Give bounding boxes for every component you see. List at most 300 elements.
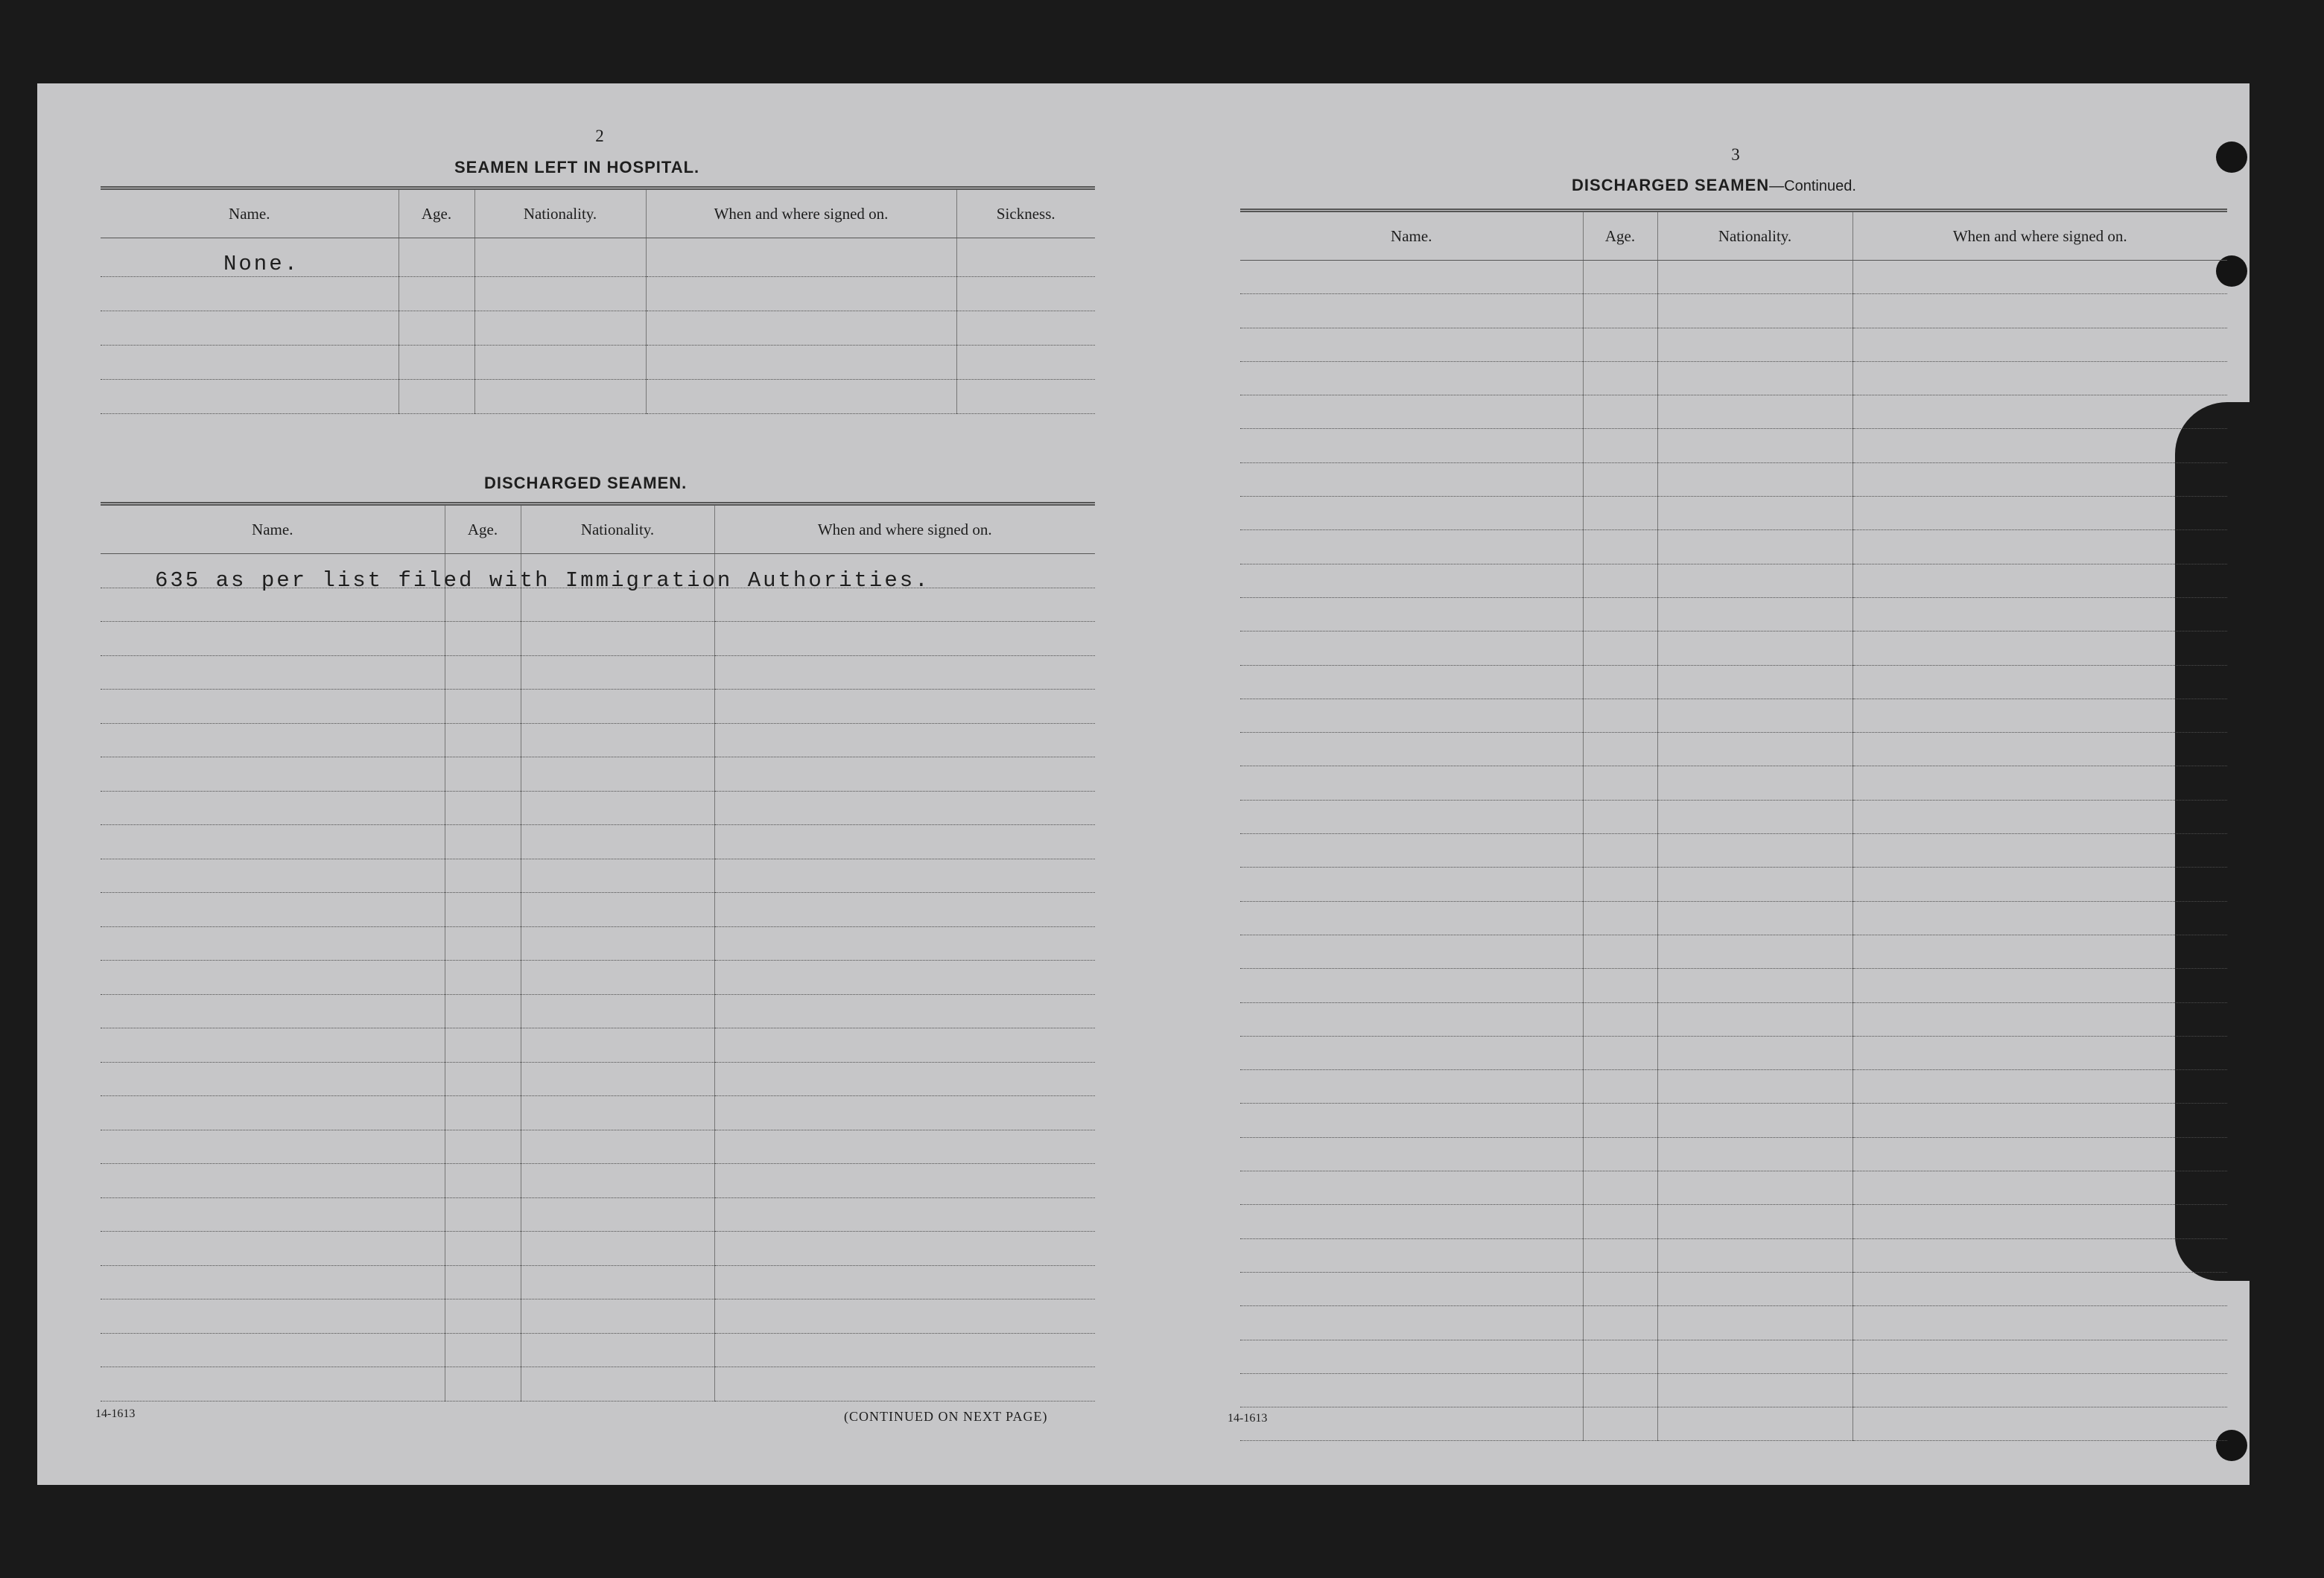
table-cell xyxy=(474,380,646,414)
table-cell xyxy=(101,859,445,893)
table-cell xyxy=(101,1299,445,1334)
discharged-continued-title xyxy=(1572,176,1856,195)
discharged-section-title: DISCHARGED SEAMEN. xyxy=(484,474,688,492)
table-cell xyxy=(1240,328,1583,361)
form-number-left: 14-1613 xyxy=(95,1407,136,1420)
table-row xyxy=(1240,1272,2227,1305)
table-cell xyxy=(1583,361,1657,395)
table-cell xyxy=(1583,497,1657,530)
table-cell xyxy=(101,926,445,961)
table-cell xyxy=(445,926,521,961)
hospital-section-title: SEAMEN LEFT IN HOSPITAL. xyxy=(454,158,700,176)
table-cell xyxy=(445,622,521,656)
col-header-sickness: Sickness. xyxy=(956,188,1095,238)
table-row xyxy=(101,311,1095,346)
table-cell xyxy=(1583,261,1657,294)
table-cell xyxy=(1657,429,1852,462)
table-cell xyxy=(1240,1205,1583,1238)
table-cell xyxy=(101,994,445,1028)
table-row xyxy=(1240,1036,2227,1069)
table-row xyxy=(1240,733,2227,766)
table-row xyxy=(101,655,1095,690)
table-cell xyxy=(1240,429,1583,462)
table-cell xyxy=(1583,530,1657,564)
table-cell xyxy=(1852,1137,2227,1171)
table-cell xyxy=(714,859,1095,893)
table-row xyxy=(101,723,1095,757)
table-row xyxy=(101,1333,1095,1367)
table-cell xyxy=(1657,1104,1852,1137)
table-cell xyxy=(1240,1002,1583,1036)
punch-hole xyxy=(2216,141,2247,173)
table-row xyxy=(101,1367,1095,1402)
table-cell xyxy=(521,1028,714,1063)
table-cell xyxy=(1852,1306,2227,1340)
table-row xyxy=(1240,800,2227,833)
table-cell xyxy=(1852,800,2227,833)
table-cell xyxy=(445,1096,521,1130)
table-cell xyxy=(1852,1407,2227,1441)
table-cell xyxy=(445,1028,521,1063)
table-cell xyxy=(1240,1373,1583,1407)
table-cell xyxy=(1240,462,1583,496)
table-cell xyxy=(714,1096,1095,1130)
table-cell xyxy=(399,238,474,277)
table-row xyxy=(1240,261,2227,294)
table-cell xyxy=(1852,361,2227,395)
table-cell xyxy=(646,311,956,346)
table-cell xyxy=(1852,1205,2227,1238)
table-row xyxy=(101,825,1095,859)
col-header-age: Age. xyxy=(399,188,474,238)
table-cell xyxy=(1852,631,2227,665)
table-row xyxy=(1240,395,2227,429)
table-row xyxy=(101,1096,1095,1130)
table-cell xyxy=(521,1164,714,1198)
table-cell xyxy=(445,825,521,859)
table-cell xyxy=(101,723,445,757)
table-cell xyxy=(1852,294,2227,328)
table-cell xyxy=(646,277,956,311)
table-cell xyxy=(1240,497,1583,530)
table-cell xyxy=(956,380,1095,414)
table-cell xyxy=(445,690,521,724)
table-cell xyxy=(1657,1137,1852,1171)
table-cell xyxy=(1852,834,2227,868)
table-row xyxy=(1240,597,2227,631)
table-row xyxy=(1240,1104,2227,1137)
table-cell xyxy=(1240,1272,1583,1305)
table-cell xyxy=(1583,1340,1657,1373)
table-row xyxy=(1240,699,2227,732)
table-cell xyxy=(474,238,646,277)
table-cell xyxy=(714,1062,1095,1096)
table-cell xyxy=(445,1232,521,1266)
table-cell xyxy=(1852,497,2227,530)
table-cell xyxy=(714,1197,1095,1232)
table-row xyxy=(101,757,1095,792)
table-cell xyxy=(445,1164,521,1198)
table-row xyxy=(101,1299,1095,1334)
table-cell xyxy=(714,1265,1095,1299)
table-cell xyxy=(1852,597,2227,631)
table-cell xyxy=(521,655,714,690)
table-cell xyxy=(101,277,399,311)
table-cell xyxy=(714,1299,1095,1334)
col-header-nationality: Nationality. xyxy=(474,188,646,238)
table-cell xyxy=(1657,1036,1852,1069)
table-cell xyxy=(1657,1373,1852,1407)
table-row xyxy=(101,859,1095,893)
table-row xyxy=(101,1232,1095,1266)
table-cell xyxy=(714,723,1095,757)
table-cell xyxy=(474,311,646,346)
col-header-nationality: Nationality. xyxy=(1657,211,1852,261)
table-cell xyxy=(445,893,521,927)
table-cell xyxy=(1583,935,1657,968)
table-cell xyxy=(521,1265,714,1299)
table-cell xyxy=(1583,1373,1657,1407)
table-cell xyxy=(1583,1205,1657,1238)
table-cell xyxy=(445,655,521,690)
table-cell xyxy=(521,961,714,995)
table-cell xyxy=(1657,1272,1852,1305)
table-cell xyxy=(1657,665,1852,699)
table-row xyxy=(1240,665,2227,699)
table-cell xyxy=(521,994,714,1028)
table-cell xyxy=(1657,462,1852,496)
table-row xyxy=(1240,766,2227,800)
table-cell xyxy=(714,926,1095,961)
table-cell xyxy=(445,1333,521,1367)
table-cell xyxy=(646,380,956,414)
table-cell xyxy=(1240,631,1583,665)
table-cell xyxy=(714,1232,1095,1266)
col-header-nationality: Nationality. xyxy=(521,504,714,554)
table-cell xyxy=(1583,834,1657,868)
table-cell xyxy=(1583,1238,1657,1272)
table-cell xyxy=(1657,530,1852,564)
hospital-table xyxy=(101,186,1095,414)
title-suffix: —Continued. xyxy=(1769,178,1856,194)
table-cell xyxy=(956,238,1095,277)
table-cell xyxy=(1852,429,2227,462)
table-cell xyxy=(1240,395,1583,429)
table-cell xyxy=(521,1333,714,1367)
table-cell xyxy=(714,1130,1095,1164)
table-cell xyxy=(1657,969,1852,1002)
table-cell xyxy=(1240,1171,1583,1205)
table-row xyxy=(101,926,1095,961)
table-cell xyxy=(101,1130,445,1164)
table-cell xyxy=(1657,597,1852,631)
table-cell xyxy=(1240,766,1583,800)
table-cell xyxy=(1240,1407,1583,1441)
table-row xyxy=(1240,1002,2227,1036)
table-cell xyxy=(474,277,646,311)
table-row xyxy=(101,1265,1095,1299)
table-cell xyxy=(101,655,445,690)
table-cell xyxy=(1657,733,1852,766)
table-cell xyxy=(714,961,1095,995)
table-cell xyxy=(101,1367,445,1402)
table-cell xyxy=(1852,328,2227,361)
table-cell xyxy=(1657,699,1852,732)
table-cell xyxy=(1852,1002,2227,1036)
table-cell xyxy=(1583,901,1657,935)
table-row xyxy=(101,893,1095,927)
table-cell xyxy=(1657,564,1852,597)
table-cell xyxy=(521,791,714,825)
table-cell xyxy=(714,1164,1095,1198)
table-row xyxy=(101,622,1095,656)
table-cell xyxy=(1240,1238,1583,1272)
table-cell xyxy=(1657,497,1852,530)
table-cell xyxy=(101,825,445,859)
table-cell xyxy=(1583,462,1657,496)
table-cell xyxy=(1657,1171,1852,1205)
table-cell xyxy=(1657,328,1852,361)
table-cell xyxy=(714,1028,1095,1063)
table-row xyxy=(1240,530,2227,564)
table-row xyxy=(1240,834,2227,868)
table-cell xyxy=(1240,294,1583,328)
table-row xyxy=(1240,969,2227,1002)
table-cell xyxy=(445,859,521,893)
table-cell xyxy=(521,757,714,792)
discharged-entry: 635 as per list filed with Immigration Authorities. xyxy=(155,568,930,593)
table-cell xyxy=(1240,1104,1583,1137)
table-row xyxy=(101,277,1095,311)
table-cell xyxy=(1852,935,2227,968)
table-cell xyxy=(1583,1002,1657,1036)
table-cell xyxy=(1583,800,1657,833)
table-cell xyxy=(101,961,445,995)
hospital-entry: None. xyxy=(101,238,399,277)
table-cell xyxy=(521,893,714,927)
table-cell xyxy=(1583,1070,1657,1104)
table-row xyxy=(101,346,1095,380)
table-cell xyxy=(1852,395,2227,429)
table-cell xyxy=(714,791,1095,825)
table-cell xyxy=(521,825,714,859)
table-cell xyxy=(1657,935,1852,968)
col-header-age: Age. xyxy=(445,504,521,554)
table-cell xyxy=(1583,631,1657,665)
col-header-name: Name. xyxy=(101,504,445,554)
table-cell xyxy=(521,1130,714,1164)
table-cell xyxy=(101,1028,445,1063)
table-cell xyxy=(521,1367,714,1402)
col-header-age: Age. xyxy=(1583,211,1657,261)
table-cell xyxy=(1583,1407,1657,1441)
page-number-right: 3 xyxy=(1731,145,1740,164)
table-cell xyxy=(101,791,445,825)
table-cell xyxy=(521,1299,714,1334)
table-cell xyxy=(101,311,399,346)
table-cell xyxy=(1657,1002,1852,1036)
table-row xyxy=(1240,294,2227,328)
table-row xyxy=(1240,935,2227,968)
table-row xyxy=(101,1062,1095,1096)
table-cell xyxy=(714,825,1095,859)
table-row xyxy=(101,994,1095,1028)
table-row xyxy=(101,1164,1095,1198)
table-row xyxy=(1240,1306,2227,1340)
table-cell xyxy=(1583,564,1657,597)
table-cell xyxy=(1852,530,2227,564)
table-cell xyxy=(445,994,521,1028)
table-cell xyxy=(445,961,521,995)
table-cell xyxy=(1852,868,2227,901)
table-cell xyxy=(101,1232,445,1266)
table-row xyxy=(1240,1340,2227,1373)
table-cell xyxy=(521,1096,714,1130)
table-cell xyxy=(1240,530,1583,564)
table-cell xyxy=(445,1197,521,1232)
table-cell xyxy=(1240,800,1583,833)
table-cell xyxy=(1657,1070,1852,1104)
table-cell xyxy=(1583,294,1657,328)
table-cell xyxy=(1240,699,1583,732)
table-row xyxy=(1240,497,2227,530)
table-row xyxy=(1240,1171,2227,1205)
table-row xyxy=(101,690,1095,724)
table-cell xyxy=(1240,665,1583,699)
table-cell xyxy=(1852,969,2227,1002)
table-cell xyxy=(399,380,474,414)
table-cell xyxy=(1240,1306,1583,1340)
continued-note: (CONTINUED ON NEXT PAGE) xyxy=(844,1409,1048,1424)
table-cell xyxy=(521,1197,714,1232)
table-cell xyxy=(1240,969,1583,1002)
table-cell xyxy=(1583,1306,1657,1340)
table-cell xyxy=(101,1265,445,1299)
table-cell xyxy=(1583,733,1657,766)
table-cell xyxy=(101,380,399,414)
table-cell xyxy=(1852,699,2227,732)
table-cell xyxy=(1583,395,1657,429)
table-cell xyxy=(956,346,1095,380)
table-cell xyxy=(1852,1340,2227,1373)
table-cell xyxy=(1657,800,1852,833)
table-row xyxy=(1240,631,2227,665)
table-cell xyxy=(1852,1070,2227,1104)
table-cell xyxy=(101,1164,445,1198)
table-row xyxy=(1240,1373,2227,1407)
table-cell xyxy=(1657,261,1852,294)
table-cell xyxy=(714,1333,1095,1367)
table-cell xyxy=(1583,1171,1657,1205)
table-row xyxy=(101,238,1095,277)
table-cell xyxy=(1852,766,2227,800)
table-cell xyxy=(1657,1238,1852,1272)
table-cell xyxy=(1240,1036,1583,1069)
table-cell xyxy=(1240,935,1583,968)
table-cell xyxy=(1583,1104,1657,1137)
table-cell xyxy=(1852,462,2227,496)
table-cell xyxy=(445,723,521,757)
table-cell xyxy=(714,1367,1095,1402)
table-cell xyxy=(1657,631,1852,665)
table-cell xyxy=(101,1096,445,1130)
table-cell xyxy=(1583,766,1657,800)
table-row xyxy=(1240,1238,2227,1272)
table-row xyxy=(101,1197,1095,1232)
table-row xyxy=(101,1028,1095,1063)
table-cell xyxy=(1583,665,1657,699)
table-cell xyxy=(956,311,1095,346)
table-cell xyxy=(714,622,1095,656)
table-row xyxy=(101,380,1095,414)
table-cell xyxy=(521,926,714,961)
table-cell xyxy=(1852,665,2227,699)
table-cell xyxy=(101,1062,445,1096)
table-cell xyxy=(1657,901,1852,935)
table-cell xyxy=(646,346,956,380)
table-cell xyxy=(1583,1137,1657,1171)
col-header-signed-on: When and where signed on. xyxy=(646,188,956,238)
col-header-signed-on: When and where signed on. xyxy=(714,504,1095,554)
table-cell xyxy=(474,346,646,380)
table-cell xyxy=(521,690,714,724)
table-cell xyxy=(1583,429,1657,462)
table-cell xyxy=(101,346,399,380)
table-cell xyxy=(1657,766,1852,800)
table-cell xyxy=(1852,901,2227,935)
table-cell xyxy=(1657,868,1852,901)
table-cell xyxy=(1657,1306,1852,1340)
table-row xyxy=(1240,868,2227,901)
table-cell xyxy=(1240,1137,1583,1171)
discharged-table-left xyxy=(101,502,1095,1402)
table-cell xyxy=(521,723,714,757)
table-cell xyxy=(1583,597,1657,631)
table-cell xyxy=(521,1062,714,1096)
col-header-name: Name. xyxy=(1240,211,1583,261)
table-cell xyxy=(1583,969,1657,1002)
table-cell xyxy=(1852,1238,2227,1272)
table-cell xyxy=(1240,261,1583,294)
table-cell xyxy=(714,690,1095,724)
table-cell xyxy=(956,277,1095,311)
table-cell xyxy=(1852,1272,2227,1305)
table-cell xyxy=(445,1130,521,1164)
table-cell xyxy=(101,622,445,656)
table-cell xyxy=(1240,901,1583,935)
table-row xyxy=(101,1130,1095,1164)
table-cell xyxy=(399,346,474,380)
table-row xyxy=(1240,1070,2227,1104)
table-cell xyxy=(1583,1036,1657,1069)
table-cell xyxy=(1240,1070,1583,1104)
table-cell xyxy=(101,893,445,927)
table-cell xyxy=(1657,834,1852,868)
table-cell xyxy=(1852,1171,2227,1205)
table-row xyxy=(101,791,1095,825)
table-cell xyxy=(101,690,445,724)
table-cell xyxy=(445,1265,521,1299)
table-row xyxy=(1240,564,2227,597)
table-cell xyxy=(646,238,956,277)
table-cell xyxy=(445,1062,521,1096)
table-row xyxy=(1240,1137,2227,1171)
table-cell xyxy=(101,1333,445,1367)
page-number-left: 2 xyxy=(595,127,604,145)
table-cell xyxy=(521,1232,714,1266)
table-row xyxy=(1240,328,2227,361)
table-row xyxy=(1240,1407,2227,1441)
